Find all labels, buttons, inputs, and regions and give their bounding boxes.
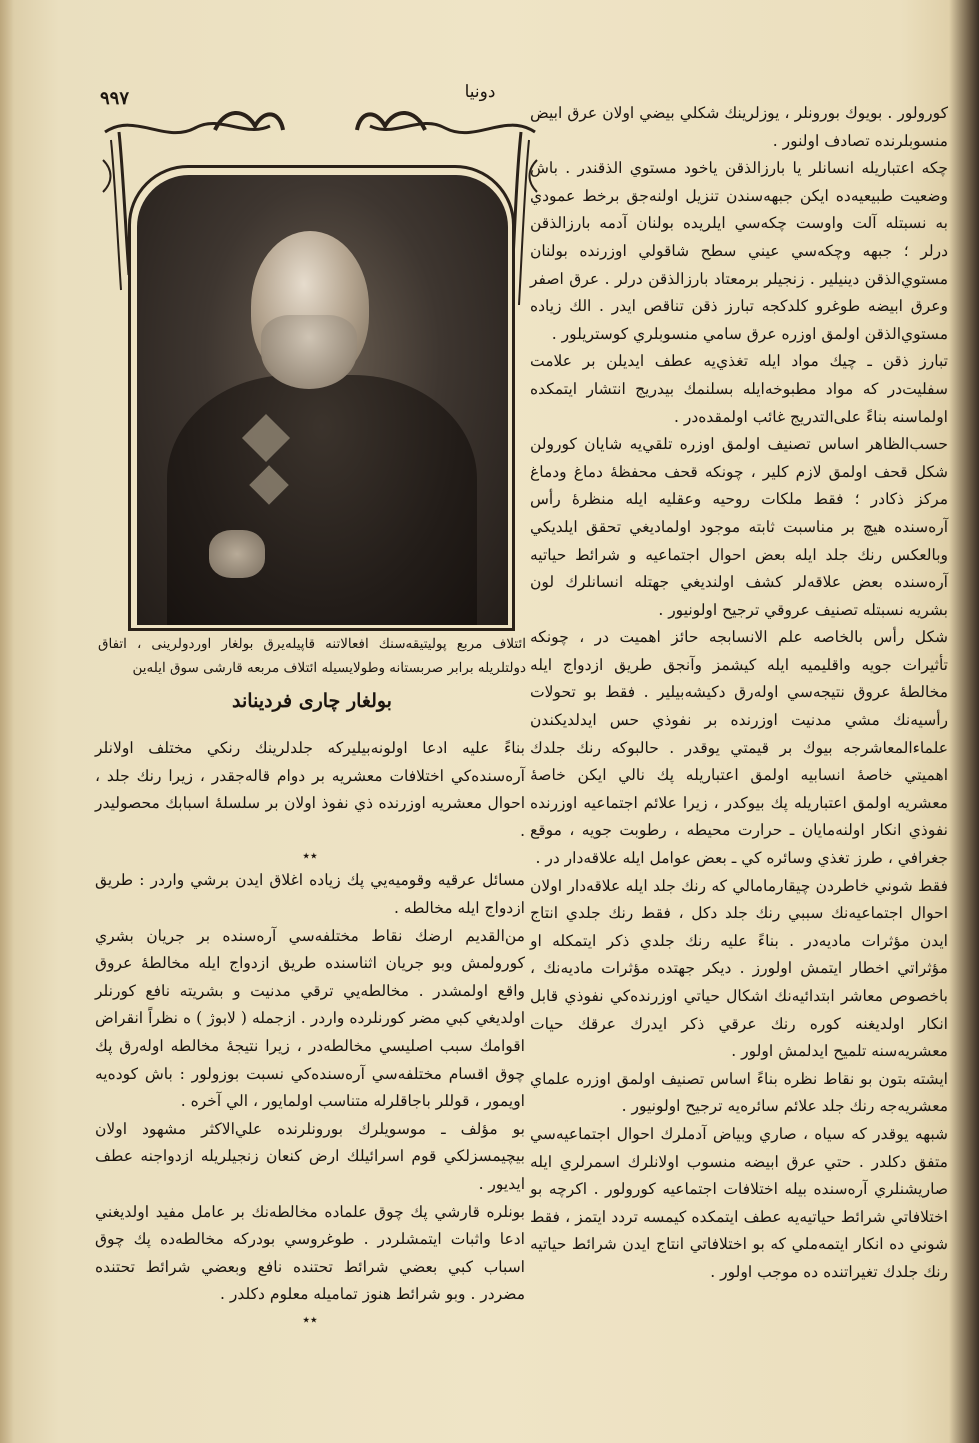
paragraph: شكل رأس بالخاصه علم الانسابجه حائز اهميت در ، چونكه تأثيرات جويه واقليميه ايله كيشمز وآنجق طريق ازدواج ايله مخالطهٔ عروق نتيجه‌سي اوله‌رق دكيشه‌بيلير . فقط بو تحولات رأسيه‌نك مشي مدنيت اوزرنده بر نفوذي حس ايدلديكندن علماءالمعاشرجه بيوك بر قيمتي يوقدر . حالبوكه رنك جلدك اهميتي خاصهٔ انسابيه اولمق اعتباريله پك نالي ايكن خاصهٔ معشريه اولمق اعتباريله پك بيوكدر ، زيرا علائم اجتماعيه اوزرنده نفوذي انكار اولنه‌مايان ـ حرارت محيطه ، رطوبت جويه ، موقع جغرافي ، طرز تغذي وسائره كي ـ بعض عوامل ايله علاقه‌دار در .: [530, 628, 948, 868]
paragraph: فقط شوني خاطردن چيقارمامالي كه رنك جلد ايله علاقه‌دار اولان احوال اجتماعيه‌نك سببي رنك جلد دكل ، فقط رنك جلدي انتاج ايدن مؤثرات ماديه‌در . بناءً عليه رنك جلدي ذكر ايتمكله او مؤثراتي اخطار ايتمش اولورز . ديكر جهتده مؤثرات ماديه‌نك ، باخصوص معاشر ابتدائيه‌نك اشكال حياتي اوزرنده‌كي نفوذي قابل انكار اولديغنه كوره رنك عرقي ذكر ايدرك عرقك حيات معشريه‌سنه تلميح ايدلمش اولور .: [530, 876, 948, 1061]
portrait-hand: [209, 530, 265, 578]
page-number: ٩٩٧: [100, 88, 130, 109]
portrait-photo: [137, 175, 508, 625]
paragraph: بونلره قارشي پك چوق علماده مخالطه‌نك بر عامل مفيد اولديغني ادعا واثبات ايتمشلردر . طوغروسي بودركه مخالطه‌ده پك چوق اسباب كبي بعضي شرائط تحتنده نافع وبعضي شرائط تحتنده مضردر . وبو شرائط هنوز تماميله معلوم دكلدر .: [95, 1202, 525, 1304]
paragraph: ايشته بتون بو نقاط نظره بناءً اساس تصنيف اولمق اوزره علماي معشريه‌جه رنك جلد علائم سائره‌يه ترجيح اولونيور .: [530, 1069, 948, 1116]
paragraph: بناءً عليه ادعا اولونه‌بيليركه جلدلرينك رنكي مختلف اولانلر آره‌سنده‌كي اختلافات معشريه بر دوام قاله‌جقدر ، زيرا رنك جلد ، احوال معشريه اوزرنده ذي نفوذ اولان بر سلسلهٔ اسبابك محصوليدر .: [95, 739, 525, 840]
section-separator: ٭٭: [302, 848, 318, 865]
paragraph: تبارز ذقن ـ چيك مواد ايله تغذي‌يه عطف ايديلن بر علامت سفليت‌در كه مواد مطبوخه‌ايله بسلنمك بيدريج انتشار ايتمكده اولماسنه بناءً على‌التدريج غائب اولمقده‌در .: [530, 352, 948, 426]
left-column: [95, 735, 525, 1331]
paragraph: چكه اعتباريله انسانلر يا بارزالذقن ياخود مستوي الذقندر . باش وضعيت طبيعيه‌ده ايكن جبهه‌سندن تنزيل اولنه‌جق برخط عمودي به نسبتله آلت واوست چكه‌سي ايلريده بولنان آدمه بارزالذقن درلر ؛ جبهه وچكه‌سي عيني سطح شاقولي اوزرنده بولنان مستوي‌الذقن دينيلير . زنجيلر برمعتاد بارزالذقن درلر . عرق اصفر وعرق ابيضه طوغرو كلدكجه تبارز ذقن تناقص ايدر . الك زياده مستوي‌الذقن اولمق اوزره عرق سامي منسوبلري كوستريلور .: [530, 159, 948, 343]
right-column: [530, 100, 948, 1287]
page-header-title: دونيا: [464, 82, 496, 102]
page-edge-right: [949, 0, 979, 1443]
paragraph: مسائل عرقيه وقوميه‌يي پك زياده اغلاق ايدن برشي واردر : طريق ازدواج ايله مخالطه .: [95, 871, 525, 917]
photo-caption-title: بولغار چاری فردیناند: [232, 690, 392, 712]
portrait-beard: [261, 315, 357, 389]
paragraph: كورولور . بويوك بورونلر ، يوزلرينك شكلي بيضي اولان عرق ابيض منسوبلرنده تصادف اولنور .: [530, 104, 948, 150]
paragraph: شبهه يوقدر كه سياه ، صاري وبياض آدملرك احوال اجتماعيه‌سي متفق دكلدر . حتي عرق ابيضه منسوب اولانلرك اسمرلري ايله صاريشنلري آره‌سنده بيله اختلافات اجتماعيه كورولور . اكرچه بو اختلافاتي شرائط حياتيه‌يه عطف ايتمكده كيمسه تردد ايتمز ، فقط شوني ده انكار ايتمه‌ملي كه بو اختلافاتي انتاج ايدن شرائط حياتيه رنك جلدك تغيراتنده ده موجب اولور .: [530, 1124, 948, 1281]
photo-caption: ائتلاف مربع پولیتیقەسنك افعالاتنه قاپیلەیرق بولغار اوردولرینی ، اتفاق دولتلريله برابر صربستانه وطولايسيله ائتلاف مربعه قارشی سوق ایلەین: [98, 636, 526, 676]
paragraph: من‌القديم ارضك نقاط مختلفه‌سي آره‌سنده بر جريان بشري كورولمش وبو جريان اثناسنده طريق ازدواج ايله مخالطهٔ عروق واقع اولمشدر . مخالطه‌يي ترقي مدنيت و بشريته نافع كورنلر اولديغي كبي مضر كورنلرده واردر . ازجمله ( لابوژ ) ه نظراً انقراض اقوامك سبب اصليسي مخالطه‌در ، زيرا نتيجهٔ مخالطه اوله‌رق پك چوق اقسام مختلفه‌سي آره‌سنده‌كي نسبت بوزولور : باش كوده‌يه اويمور ، قوللر باجاقلرله متناسب اولمايور ، الي آخره .: [95, 926, 525, 1111]
section-separator: ٭٭: [302, 1311, 318, 1328]
page-edge-left: [0, 0, 14, 1443]
paragraph: بو مؤلف ـ موسويلرك بورونلرنده علي‌الاكثر مشهود اولان بيچيمسزلكي قوم اسرائيلك ارض كنعان زنجيلريله ازدواجنه عطف ايديور .: [95, 1119, 525, 1193]
paragraph: حسب‌الظاهر اساس تصنيف اولمق اوزره تلقي‌يه شايان كورولن شكل قحف اولمق لازم كلير ، چونكه قحف محفظهٔ دماغ ودماغ مركز ذكادر ؛ فقط ملكات روحيه وعقليه ايله منظرهٔ رأس آره‌سنده هيچ بر مناسبت ثابته موجود اولماديغي تحقق ايلديكي وبالعكس رنك جلد ايله بعض احوال اجتماعيه و شرائط حياتيه آره‌سنده بعض علاقه‌لر كشف اولنديغي جهتله انسانلرك لون بشريه نسبتله تصنيف عروقي ترجيح اولونيور .: [530, 435, 948, 619]
uniform-torso: [167, 375, 477, 625]
